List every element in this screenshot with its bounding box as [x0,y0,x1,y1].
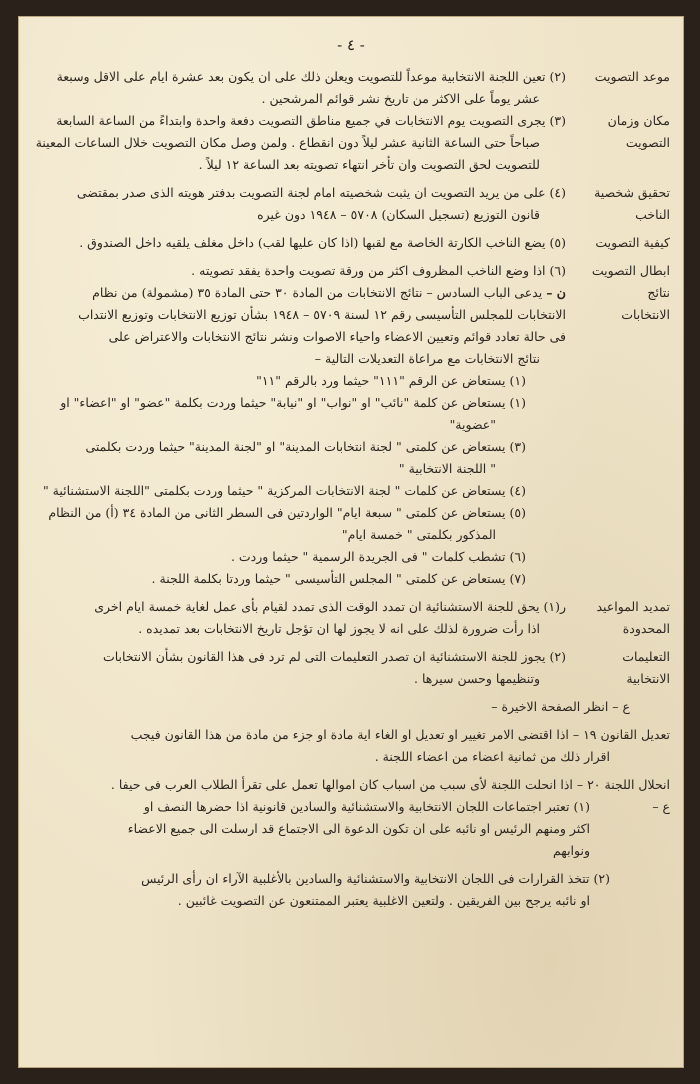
margin-label-line: التصويت [625,135,670,150]
section-decisions [32,868,670,912]
text-line: (٦) اذا وضع الناخب المظروف اكثر من ورقة تصويت واحدة يفقد تصويته . [191,263,566,278]
section-election-instructions [32,646,670,690]
page-number: - ٤ - [337,36,365,54]
section-voter-identity [32,182,670,226]
text-line: قانون التوزيع (تسجيل السكان) ٥٧٠٨ – ١٩٤٨ دون غيره [257,207,540,222]
amendment-line: "عضوية" [449,417,496,432]
text-line: نتائج الانتخابات مع مراعاة التعديلات التالية – [314,351,540,366]
clause-marker: ع – [652,799,670,814]
text-line: (٤) على من يريد التصويت ان يثبت شخصيته امام لجنة التصويت بدفتر هويته الذى صدر بمقتضى [76,185,566,200]
margin-label-line: تمديد المواعيد [596,599,670,614]
text-line: عشر يوماً على الاكثر من تاريخ نشر قوائم المرشحين . [261,91,540,106]
amendment-line: (٦) تشطب كلمات " فى الجريدة الرسمية " حيثما وردت . [230,549,526,564]
amendment-line: المذكور بكلمتى " خمسة ايام" [341,527,496,542]
text-line: (٣) يجرى التصويت يوم الانتخابات في جميع مناطق التصويت دفعة واحدة وابتداءً من الساعة السابعة [56,113,566,128]
amendment-line: (١) يستعاض عن الرقم "١١١" حيثما ورد بالرقم "١١" [256,373,526,388]
text-line: للتصويت لحق التصويت وان تأخر انتهاء تصويته بعد الساعة ١٢ ليلاً . [198,157,540,172]
text-line: ونوابهم [552,843,590,858]
document-body [32,66,670,912]
section-voting-date [32,66,670,110]
text-line: اكثر ومنهم الرئيس او نائبه على ان تكون الدعوة الى الاجتماع قد ارسلت الى جميع الاعضاء [127,821,590,836]
section-invalid-voting [32,260,670,282]
amendment-line: (٣) يستعاض عن كلمتى " لجنة انتخابات المدينة" او "لجنة المدينة" حيثما وردت بكلمتى [85,439,526,454]
text-line: اذا رأت ضرورة لذلك على انه لا يجوز لها ان تؤجل تاريخ الانتخابات بعد تمديده . [138,621,540,636]
margin-label-line: الانتخابات [621,307,670,322]
text-fragment: يدعى الباب السادس – نتائج الانتخابات من المادة ٣٠ حتى المادة ٣٥ (مشمولة) من نظام [92,285,543,300]
amendment-line: (٧) يستعاض عن كلمتى " المجلس التأسيسى " حيثما وردتا بكلمة اللجنة . [151,571,526,586]
text-line: اقرار ذلك من ثمانية اعضاء من اعضاء اللجنة . [374,749,610,764]
amendment-line: (٤) يستعاض عن كلمات " لجنة الانتخابات المركزية " حيثما وردت بكلمتى "اللجنة الاستشنائية " [42,483,526,498]
margin-label-invalid-voting: ابطال التصويت [591,263,670,278]
text-line: (٢) يجوز للجنة الاستشنائية ان تصدر التعليمات التى لم ترد فى هذا القانون بشأن الانتخابات [102,649,566,664]
margin-label-line: نتائج [647,285,670,300]
text-line: ر(١) يحق للجنة الاستشنائية ان تمدد الوقت الذى تمدد لقيام بأى عمل لغاية خمسة ايام اخرى [94,599,566,614]
section-meetings [32,796,670,862]
text-line: صباحاً حتى الساعة الثانية عشر ليلاً دون انقطاع . ولمن وصل مكان التصويت خلال الساعات المعينة [35,135,540,150]
margin-label-voter-identity [566,182,670,226]
section-extend-dates [32,596,670,640]
last-page-reference: ع – انظر الصفحة الاخيرة – [491,699,630,714]
text-line [32,282,566,304]
text-line: وتنظيمها وحسن سيرها . [414,671,540,686]
margin-label-line: الانتخابية [626,671,670,686]
amendment-line: (٥) يستعاض عن كلمتى " سبعة ايام" الواردتين فى السطر الثانى من المادة ٣٤ (أ) من النظام [48,505,526,520]
margin-label-voting-date: موعد التصويت [594,69,670,84]
document-page [18,16,684,1068]
section-dissolve-committee: انحلال اللجنة ٢٠ – اذا انحلت اللجنة لأى سبب من اسباب كان اموالها تعمل على تقرأ الطلاب العرب فى حيفا . [110,777,670,792]
text-line: (٢) تتخذ القرارات فى اللجان الانتخابية والاستشنائية والسادين بالأغلبية الآراء ان رأى الرئيس [141,871,610,886]
margin-label-extend-dates [566,596,670,640]
margin-label-line: مكان وزمان [607,113,670,128]
margin-label-line: الناخب [635,207,670,222]
clause-marker: ن – [546,285,566,300]
text-line: او نائبه يرجح بين الفريقين . ولتعين الاغلبية يعتبر الممتنعون عن التصويت غائبين . [177,893,590,908]
text-line: فى حالة تعادد قوائم وتعيين الاعضاء واحياء الاصوات ونشر نتائج الانتخابات والاعتراض على [108,329,566,344]
margin-label-voting-place-time [566,110,670,154]
margin-label-line: المحدودة [622,621,670,636]
text-line: الانتخابات للمجلس التأسيسى رقم ١٢ لسنة ٥٧٠٩ – ١٩٤٨ بشأن توزيع الانتخابات وتوزيع الانتداب [78,307,566,322]
text-line: (١) تعتبر اجتماعات اللجان الانتخابية والاستشنائية والسادين قانونية اذا حضرها النصف او [143,799,590,814]
margin-label-election-results [566,282,670,326]
section-voting-place-time [32,110,670,176]
text-line: (٢) تعين اللجنة الانتخابية موعداً للتصويت ويعلن ذلك على ان يكون بعد عشرة ايام على الاقل وسبعة [56,69,566,84]
section-election-results [32,282,670,590]
text-line: تعديل القانون ١٩ – اذا اقتضى الامر تغيير او تعديل او الغاء اية مادة او جزء من مادة من هذا القانون فيجب [130,727,670,742]
margin-label-voting-method: كيفية التصويت [595,235,670,250]
margin-label-line: التعليمات [622,649,670,664]
text-line: (٥) يضع الناخب الكارتة الخاصة مع لقبها (اذا كان عليها لقب) داخل مغلف يلقيه داخل الصندوق . [79,235,566,250]
margin-label-line: تحقيق شخصية [594,185,670,200]
amendment-line: (١) يستعاض عن كلمة "نائب" او "نواب" او "نيابة" حيثما وردت بكلمة "عضو" او "اعضاء" او [60,395,526,410]
amendment-line: " اللجنة الانتخابية " [398,461,496,476]
section-amend-law [32,724,670,768]
margin-label-election-instructions [566,646,670,690]
section-voting-method [32,232,670,254]
